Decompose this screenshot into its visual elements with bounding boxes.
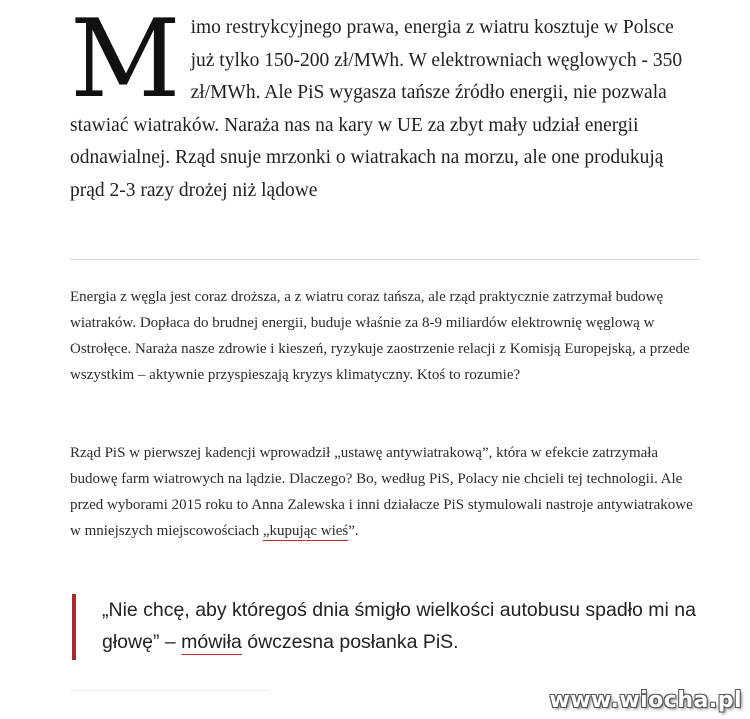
site-watermark: www.wiocha.pl	[549, 688, 742, 713]
paragraph-2-end: ”.	[348, 523, 359, 539]
paragraph-1-text: Energia z węgla jest coraz droższa, a z wiatru coraz tańsza, ale rząd praktycznie zatrzymał budowę wiatraków. Dopłaca do brudnej energii, buduje właśnie za 8-9 miliardów elektrownię węglową w Ostrołęce. Naraża nasze zdrowie i kieszeń, ryzykuje zaostrzenie relacji z Komisją Europejską, a przede wszystkim – aktywnie przyspieszają kryzys klimatyczny. Ktoś to rozumie?	[70, 289, 690, 383]
faded-next-content	[70, 690, 270, 691]
article-paragraph-1	[70, 284, 700, 388]
drop-cap: M	[70, 0, 181, 122]
quote-end: ówczesna posłanka PiS.	[241, 631, 459, 653]
quote-text: „Nie chcę, aby któregoś dnia śmigło wielkości autobusu spadło mi na głowę” –	[102, 599, 696, 653]
article-lead	[70, 0, 700, 207]
kupujac-wies-link[interactable]: „kupując wieś	[262, 523, 349, 539]
mowila-link[interactable]: mówiła	[181, 631, 242, 653]
paragraph-2-text: Rząd PiS w pierwszej kadencji wprowadził „ustawę antywiatrakową”, która w efekcie zatrzymała budowę farm wiatrowych na lądzie. Dlaczego? Bo, według PiS, Polacy nie chcieli tej technologii. Ale przed wyborami 2015 roku to Anna Zalewska i inni działacze PiS stymulowali nastroje antywiatrakowe w mniejszych miejscowościach	[70, 445, 693, 539]
lead-text: imo restrykcyjnego prawa, energia z wiatru kosztuje w Polsce już tylko 150-200 zł/MWh. W elektrowniach węglowych - 350 zł/MWh. Ale PiS wygasza tańsze źródło energii, nie pozwala stawiać wiatraków. Naraża nas na kary w UE za zbyt mały udział energii odnawialnej. Rząd snuje mrzonki o wiatrakach na morzu, ale one produkują prąd 2-3 razy drożej niż lądowe	[70, 17, 683, 201]
article-paragraph-2	[70, 440, 700, 544]
pull-quote	[72, 594, 702, 660]
section-divider	[70, 259, 700, 260]
